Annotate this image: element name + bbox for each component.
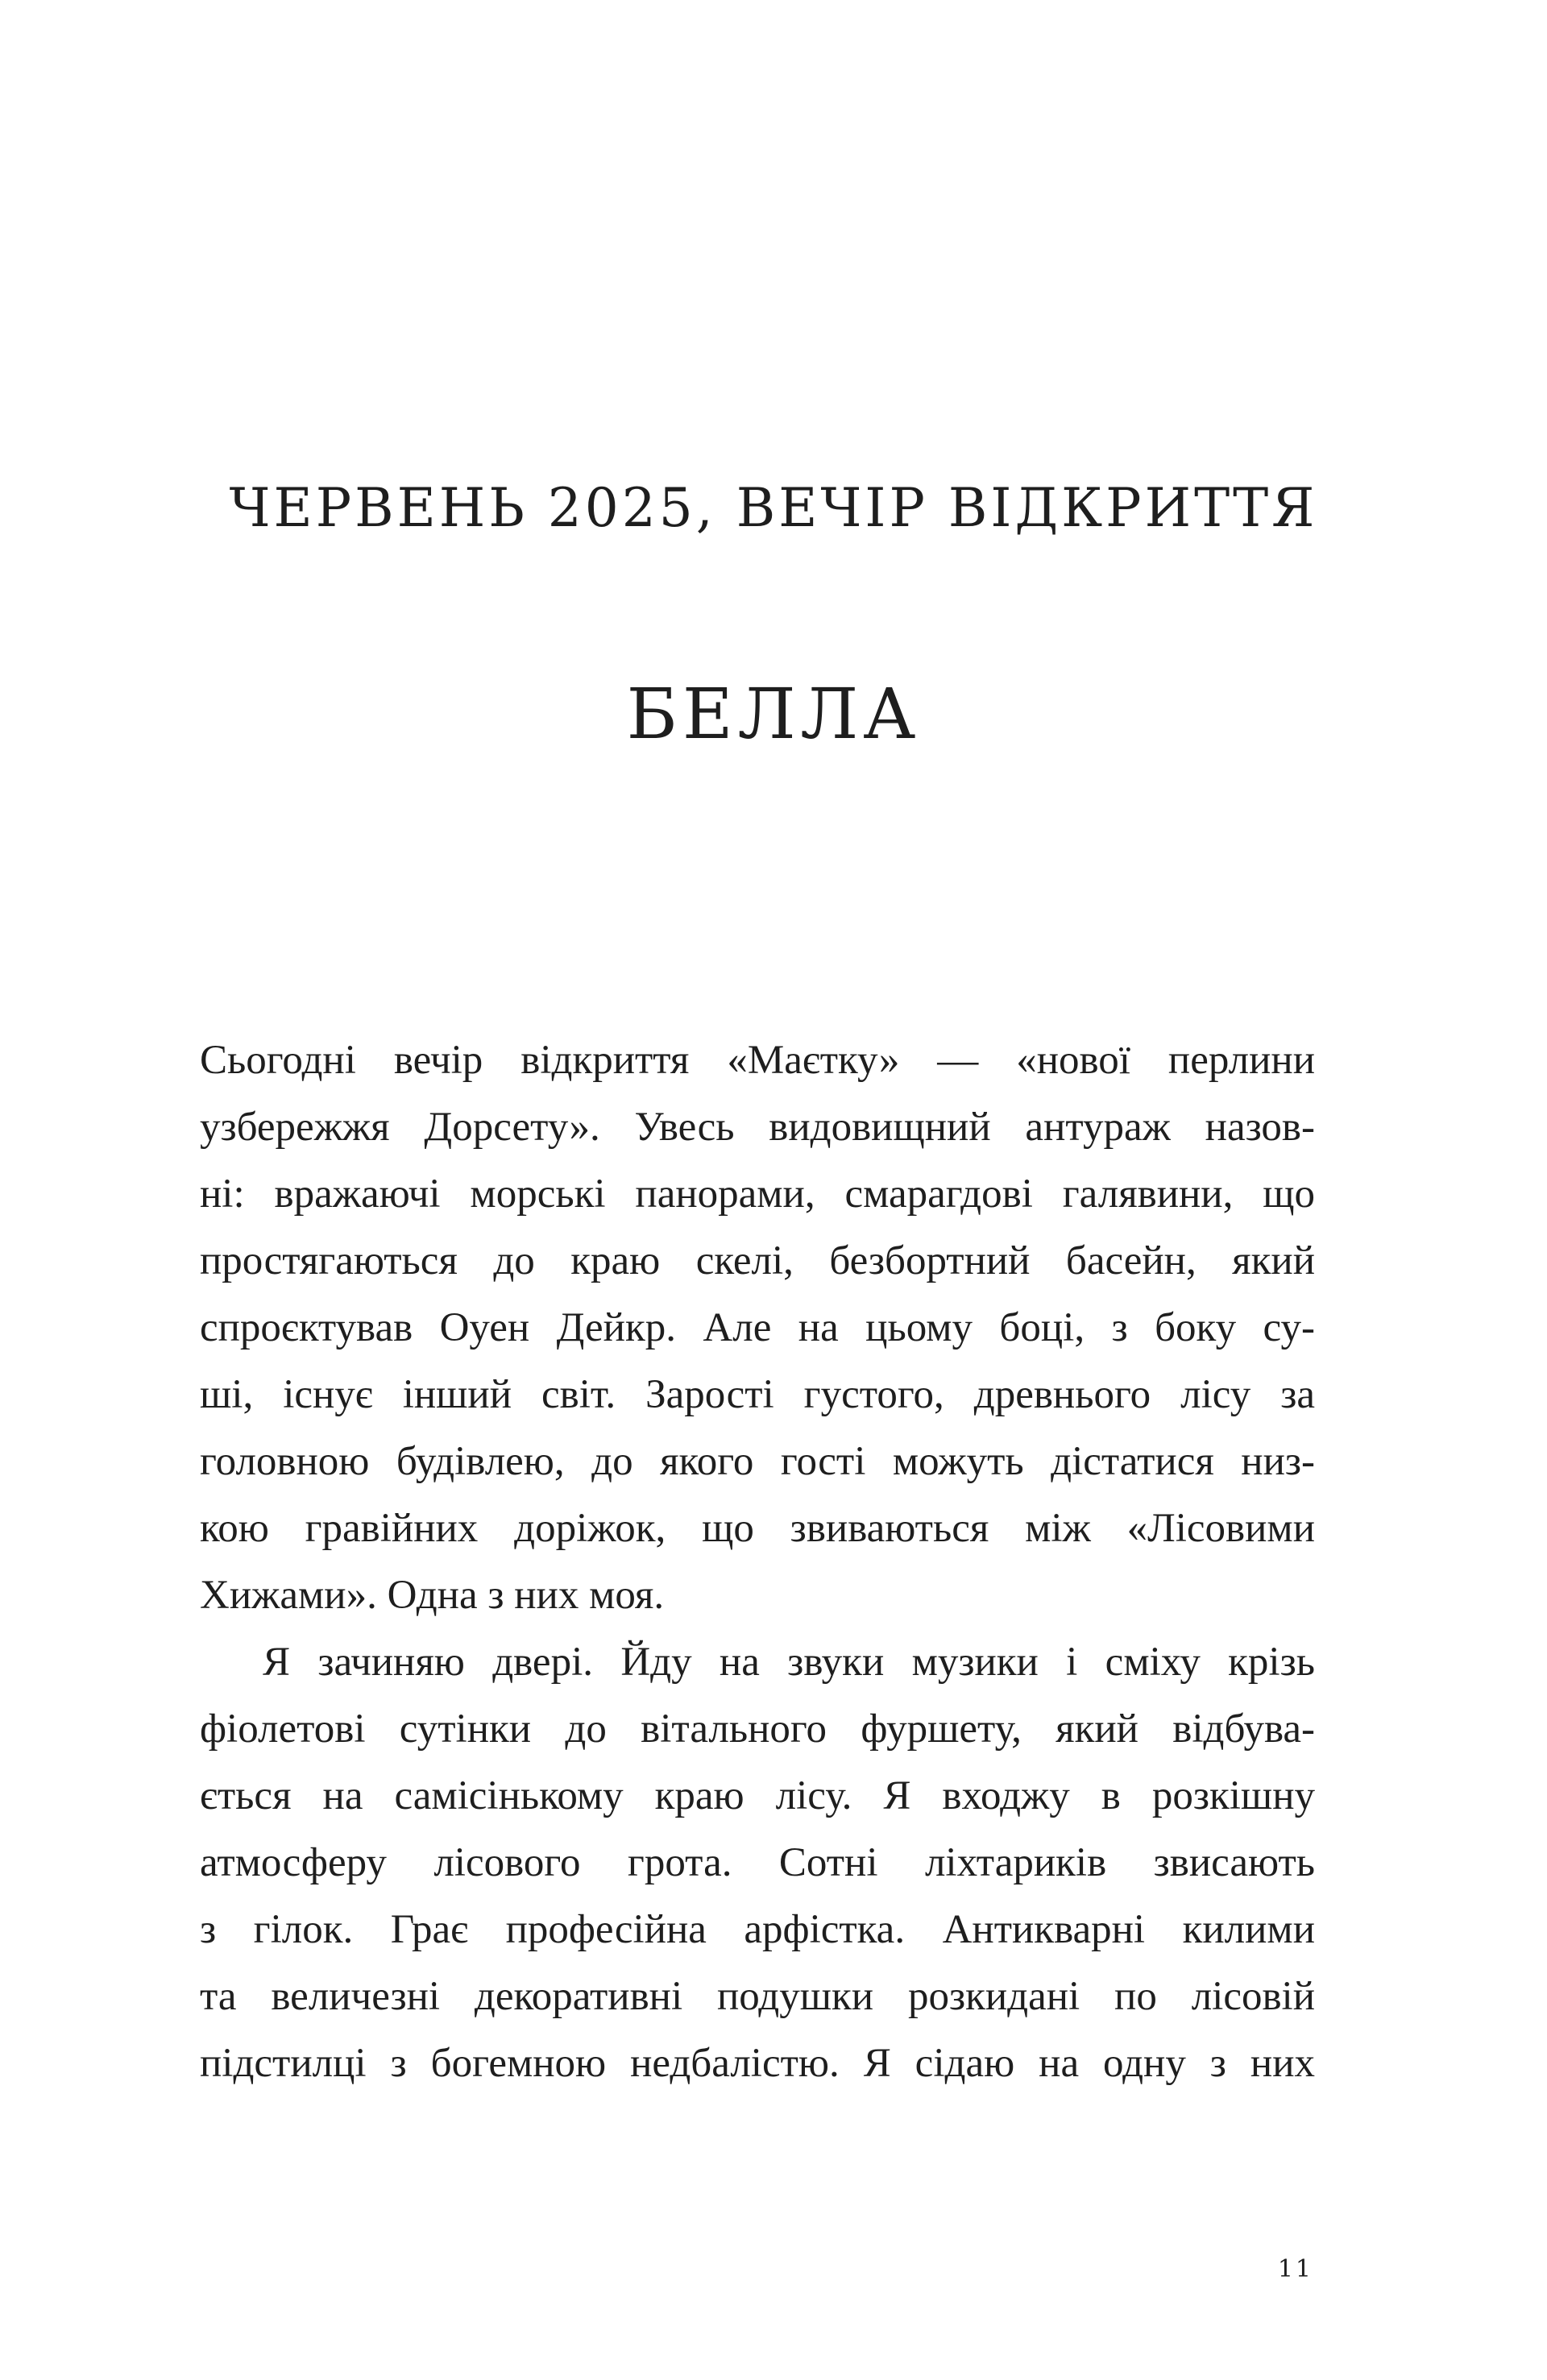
paragraph-1 — [200, 1027, 1315, 1629]
narrator-name: БЕЛЛА — [626, 674, 921, 755]
page-number: 11 — [1277, 2255, 1313, 2283]
text-line: фіолетові сутінки до вітального фуршету, який відбува- — [200, 1706, 1315, 1752]
text-line: ні: вражаючі морські панорами, смарагдові галявини, що — [200, 1171, 1315, 1217]
body-text — [200, 1027, 1315, 2097]
text-line: простягаються до краю скелі, безбортний басейн, який — [200, 1238, 1315, 1283]
text-line: головною будівлею, до якого гості можуть дістатися низ- — [200, 1439, 1315, 1484]
text-line: з гілок. Грає професійна арфістка. Антикварні килими — [200, 1907, 1315, 1952]
text-line: ші, існує інший світ. Зарості густого, древнього лісу за — [200, 1372, 1315, 1417]
text-line: Я зачиняю двері. Йду на звуки музики і сміху крізь — [263, 1640, 1315, 1685]
paragraph-2 — [200, 1629, 1315, 2097]
text-line: підстилці з богемною недбалістю. Я сідаю на одну з них — [200, 2041, 1315, 2086]
text-line: Хижами». Одна з них моя. — [200, 1573, 665, 1618]
text-line: узбережжя Дорсету». Увесь видовищний антураж назов- — [200, 1105, 1315, 1150]
text-line: Сьогодні вечір відкриття «Маєтку» — «нової перлини — [200, 1038, 1315, 1083]
chapter-title: ЧЕРВЕНЬ 2025, ВЕЧІР ВІДКРИТТЯ — [229, 477, 1318, 539]
text-line: та величезні декоративні подушки розкидані по лісовій — [200, 1974, 1315, 2019]
text-line: спроєктував Оуен Дейкр. Але на цьому боці, з боку су- — [200, 1305, 1315, 1350]
text-line: ється на самісінькому краю лісу. Я входжу в розкішну — [200, 1773, 1315, 1818]
text-line: кою гравійних доріжок, що звиваються між «Лісовими — [200, 1506, 1315, 1551]
text-line: атмосферу лісового грота. Сотні ліхтариків звисають — [200, 1840, 1315, 1885]
